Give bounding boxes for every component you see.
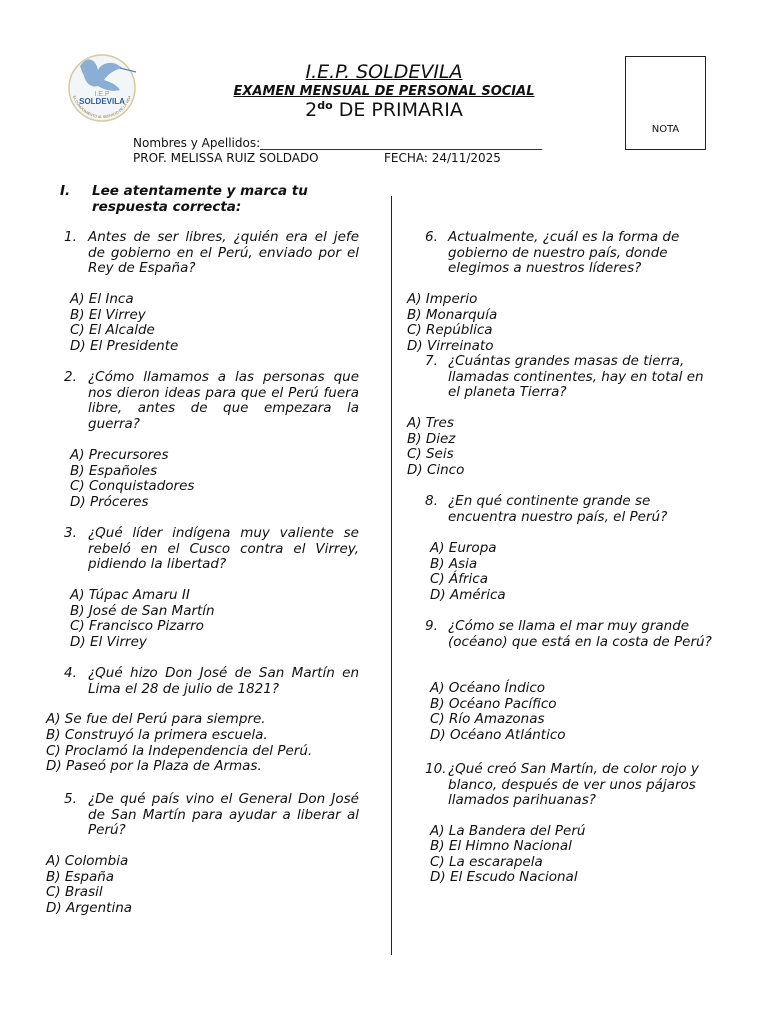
answer-option[interactable]: B) Asia [430, 556, 478, 572]
answer-option[interactable]: B) Diez [407, 431, 456, 447]
answer-option[interactable]: A) Precursores [70, 447, 169, 463]
question-number: 5. [64, 791, 77, 807]
answer-option[interactable]: D) Paseó por la Plaza de Armas. [46, 758, 262, 774]
section-title: Lee atentamente y marca tu respuesta correcta: [92, 183, 308, 215]
question-number: 4. [64, 665, 77, 681]
question-text: Antes de ser libres, ¿quién era el jefe de gobierno en el Perú, enviado por el Rey de España? [88, 229, 359, 277]
question-text: ¿Cómo se llama el mar muy grande (océano) que está en la costa de Perú? [448, 618, 712, 650]
question-text: ¿Qué creó San Martín, de color rojo y blanco, después de ver unos pájaros llamados parihuanas? [448, 761, 699, 809]
answer-option[interactable]: B) España [46, 869, 115, 885]
exam-title: EXAMEN MENSUAL DE PERSONAL SOCIAL [233, 84, 535, 99]
student-name-line: Nombres y Apellidos:_______________________________________________ [133, 136, 543, 150]
answer-option[interactable]: D) América [430, 587, 506, 603]
answer-option[interactable]: A) Imperio [407, 291, 478, 307]
answer-option[interactable]: C) El Alcalde [70, 322, 155, 338]
question-text: ¿Qué hizo Don José de San Martín en Lima el 28 de julio de 1821? [88, 665, 359, 697]
question-number: 3. [64, 525, 77, 541]
grade-box [625, 56, 706, 150]
logo-ring-text: EL CONOCIMIENTO AL SERVICIO DE LA VIDA [72, 95, 132, 120]
logo-text-top: I.E.P [94, 91, 110, 98]
answer-option[interactable]: C) Conquistadores [70, 478, 195, 494]
answer-option[interactable]: D) Cinco [407, 462, 465, 478]
answer-option[interactable]: B) José de San Martín [70, 603, 215, 619]
answer-option[interactable]: B) El Himno Nacional [430, 838, 572, 854]
answer-option[interactable]: A) Océano Índico [430, 680, 546, 696]
answer-option[interactable]: B) Monarquía [407, 307, 498, 323]
nota-label: NOTA [651, 124, 680, 135]
answer-option[interactable]: D) Océano Atlántico [430, 727, 566, 743]
question-number: 2. [64, 369, 77, 385]
answer-option[interactable]: A) Europa [430, 540, 497, 556]
answer-option[interactable]: A) La Bandera del Perú [430, 823, 586, 839]
section-number: I. [60, 183, 71, 199]
question-number: 6. [425, 229, 438, 245]
column-divider [391, 196, 392, 955]
grade-number: 2 [305, 99, 318, 121]
question-text: Actualmente, ¿cuál es la forma de gobierno de nuestro país, donde elegimos a nuestros líderes? [448, 229, 680, 277]
grade-superscript: do [317, 99, 333, 112]
answer-option[interactable]: C) África [430, 571, 488, 587]
answer-option[interactable]: C) República [407, 322, 493, 338]
answer-option[interactable]: A) Túpac Amaru II [70, 587, 190, 603]
answer-option[interactable]: D) El Escudo Nacional [430, 869, 578, 885]
teacher-name: PROF. MELISSA RUIZ SOLDADO [133, 151, 319, 165]
answer-option[interactable]: D) Próceres [70, 494, 149, 510]
question-number: 1. [64, 229, 77, 245]
question-number: 7. [425, 353, 438, 369]
answer-option[interactable]: A) El Inca [70, 291, 134, 307]
logo-text-name: SOLDEVILA [79, 97, 125, 106]
answer-option[interactable]: B) El Virrey [70, 307, 146, 323]
question-text: ¿De qué país vino el General Don José de San Martín para ayudar a liberar al Perú? [88, 791, 359, 839]
answer-option[interactable]: C) La escarapela [430, 854, 543, 870]
question-number: 8. [425, 493, 438, 509]
answer-option[interactable]: A) Colombia [46, 853, 129, 869]
question-text: ¿Qué líder indígena muy valiente se rebeló en el Cusco contra el Virrey, pidiendo la libertad? [88, 525, 359, 573]
question-number: 9. [425, 618, 438, 634]
question-text: ¿En qué continente grande se encuentra nuestro país, el Perú? [448, 493, 668, 525]
answer-option[interactable]: C) Río Amazonas [430, 711, 545, 727]
answer-option[interactable]: C) Proclamó la Independencia del Perú. [46, 743, 313, 759]
answer-option[interactable]: D) Argentina [46, 900, 133, 916]
answer-option[interactable]: C) Seis [407, 446, 454, 462]
answer-option[interactable]: A) Tres [407, 415, 454, 431]
answer-option[interactable]: D) El Presidente [70, 338, 179, 354]
grade-rest: DE PRIMARIA [332, 99, 463, 121]
question-text: ¿Cómo llamamos a las personas que nos dieron ideas para que el Perú fuera libre, antes de que empezara la guerra? [88, 369, 359, 432]
answer-option[interactable]: D) El Virrey [70, 634, 147, 650]
school-title: I.E.P. SOLDEVILA [305, 61, 463, 83]
exam-date: FECHA: 24/11/2025 [384, 151, 501, 165]
answer-option[interactable]: C) Francisco Pizarro [70, 618, 204, 634]
answer-option[interactable]: C) Brasil [46, 884, 103, 900]
answer-option[interactable]: B) Océano Pacífico [430, 696, 557, 712]
answer-option[interactable]: B) Españoles [70, 463, 158, 479]
answer-option[interactable]: D) Virreinato [407, 338, 494, 354]
answer-option[interactable]: A) Se fue del Perú para siempre. [46, 711, 266, 727]
question-text: ¿Cuántas grandes masas de tierra, llamadas continentes, hay en total en el planeta Tierra? [448, 353, 704, 401]
question-number: 10. [425, 761, 447, 777]
answer-option[interactable]: B) Construyó la primera escuela. [46, 727, 268, 743]
